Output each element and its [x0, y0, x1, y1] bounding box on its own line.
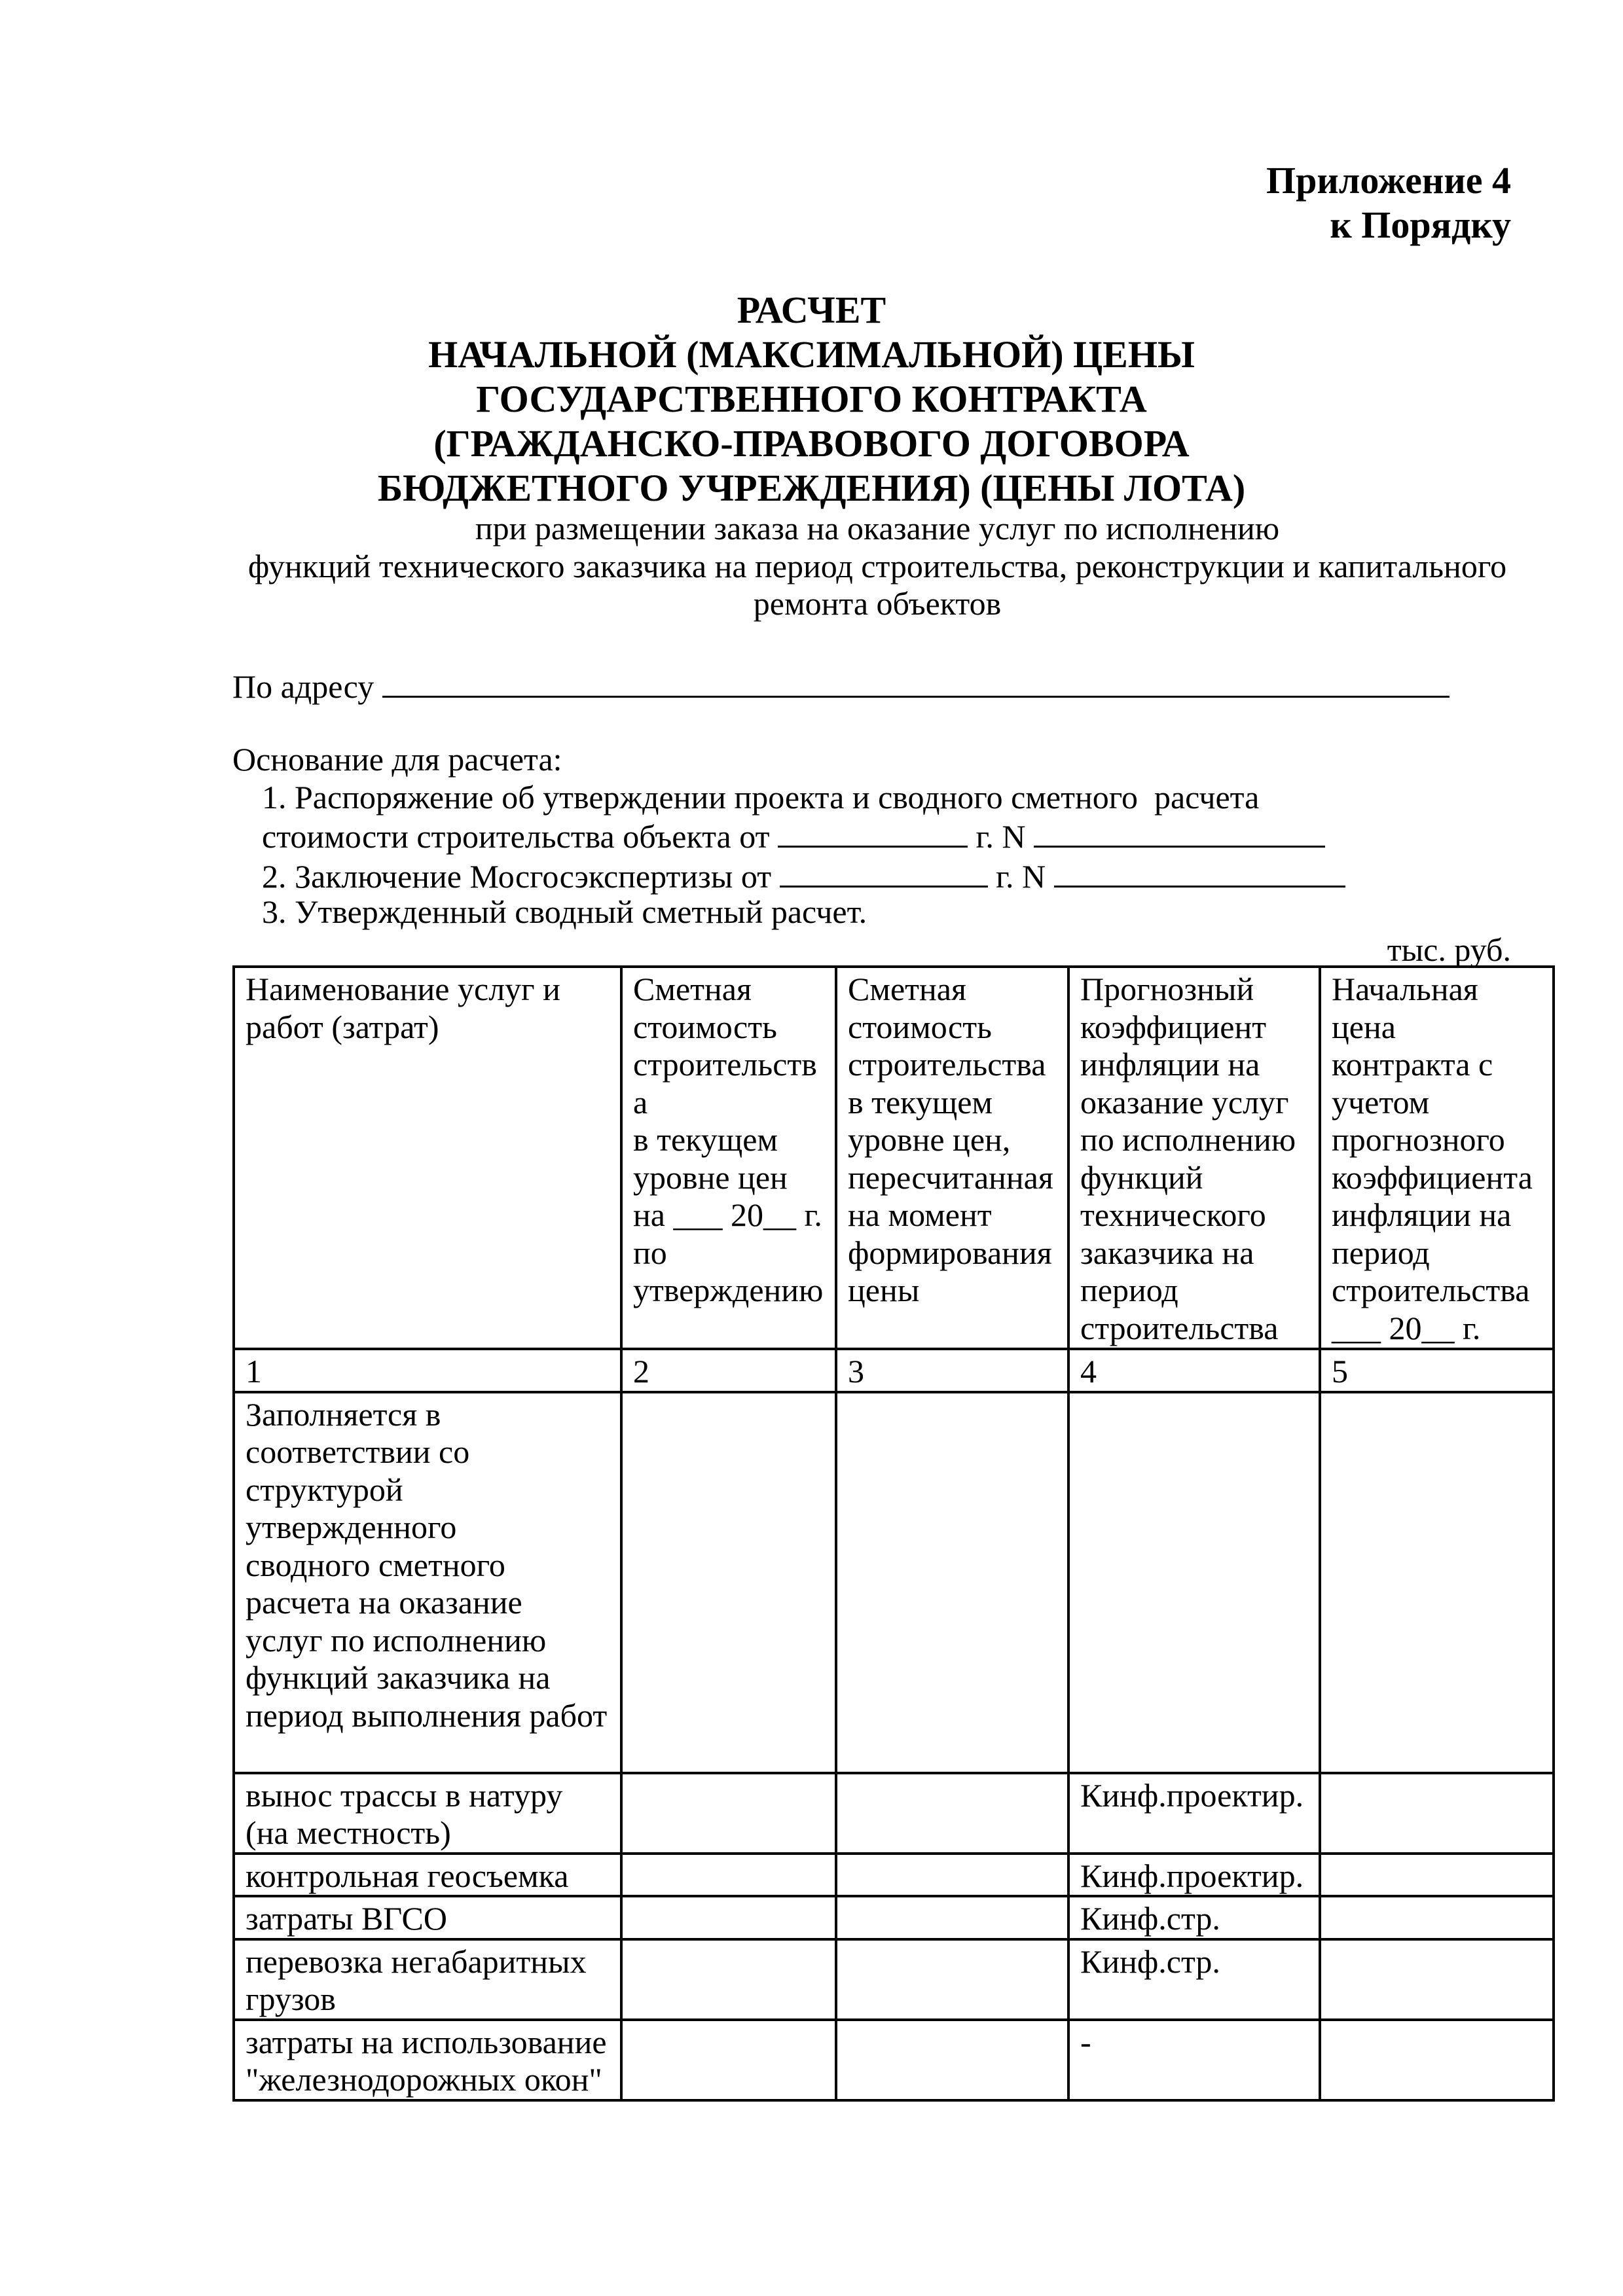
table-row	[234, 1939, 1554, 2020]
text-line: на момент	[848, 1196, 992, 1233]
address-field[interactable]	[382, 667, 1450, 698]
text-line: оказание услуг	[1080, 1083, 1289, 1121]
value-cell-c2[interactable]	[621, 1773, 836, 1854]
basis-item-1-text: стоимости строительства объекта от	[262, 818, 770, 855]
basis-item-2-text: 2. Заключение Мосгосэкспертизы от	[262, 858, 772, 895]
text-line: стоимость	[848, 1008, 992, 1045]
basis-item-1-cont	[262, 817, 1325, 856]
expertise-date-field[interactable]	[780, 857, 988, 888]
text-line: строительства	[848, 1046, 1046, 1083]
text-line: структурой	[246, 1471, 403, 1508]
service-name-cell	[234, 2020, 621, 2100]
text-line: Наименование услуг и	[246, 971, 560, 1007]
appendix-reference: к Порядку	[1330, 204, 1511, 246]
text-line: по	[633, 1234, 667, 1271]
header-cell	[1068, 967, 1320, 1349]
number-label: г. N	[996, 858, 1046, 895]
text-line: формирования	[848, 1234, 1052, 1271]
text-line: а	[633, 1083, 648, 1121]
appendix-number: Приложение 4	[1266, 159, 1511, 202]
column-number: 2	[621, 1349, 836, 1392]
value-cell-c4[interactable]: Кинф.стр.	[1068, 1896, 1320, 1939]
value-cell-c4[interactable]: -	[1068, 2020, 1320, 2100]
text-line: функций заказчика на	[246, 1659, 551, 1696]
text-line: "железнодорожных окон"	[246, 2061, 602, 2098]
basis-label: Основание для расчета:	[232, 741, 562, 778]
text-line: строительств	[633, 1046, 817, 1083]
table-row	[234, 1392, 1554, 1773]
text-line: в текущем	[633, 1121, 778, 1158]
column-number-row	[234, 1349, 1554, 1392]
text-line: утвержденного	[246, 1509, 457, 1545]
header-cell	[234, 967, 621, 1349]
service-name-cell	[234, 1773, 621, 1854]
value-cell-c2[interactable]	[621, 1939, 836, 2020]
value-cell-c5[interactable]	[1320, 2020, 1554, 2100]
value-cell-c4[interactable]: Кинф.проектир.	[1068, 1773, 1320, 1854]
table-row	[234, 2020, 1554, 2100]
basis-item-1: 1. Распоряжение об утверждении проекта и сводного сметного расчета	[262, 779, 1260, 816]
service-name-cell	[234, 1939, 621, 2020]
text-line: цены	[848, 1272, 920, 1308]
basis-item-3: 3. Утвержденный сводный сметный расчет.	[262, 893, 867, 930]
text-line: утверждению	[633, 1272, 824, 1308]
text-line: соответствии со	[246, 1433, 470, 1470]
text-line: контракта с	[1332, 1046, 1493, 1083]
document-title	[0, 288, 1623, 511]
text-line: функций технического заказчика на период строительства, реконструкции и капитального	[247, 547, 1507, 584]
text-line: стоимость	[633, 1008, 777, 1045]
value-cell-c3[interactable]	[836, 2020, 1068, 2100]
value-cell-c5[interactable]	[1320, 1854, 1554, 1897]
order-date-field[interactable]	[778, 817, 968, 848]
document-subtitle	[196, 510, 1558, 623]
value-cell-c3[interactable]	[836, 1773, 1068, 1854]
text-line: прогнозного	[1332, 1121, 1505, 1158]
text-line: Заполняется в	[246, 1395, 441, 1433]
value-cell-c5[interactable]	[1320, 1773, 1554, 1854]
order-number-field[interactable]	[1034, 817, 1325, 848]
column-number: 5	[1320, 1349, 1554, 1392]
text-line: уровне цен	[633, 1158, 788, 1196]
header-cell	[836, 967, 1068, 1349]
address-label: По адресу	[232, 668, 374, 705]
text-line: Начальная	[1332, 971, 1478, 1007]
text-line: РАСЧЕТ	[737, 289, 886, 331]
column-number: 3	[836, 1349, 1068, 1392]
text-line: услуг по исполнению	[246, 1621, 547, 1659]
service-name-cell	[234, 1392, 621, 1773]
text-line: уровне цен,	[848, 1121, 1011, 1158]
text-line: затраты на использование	[246, 2023, 607, 2060]
text-line: ___ 20__ г.	[1332, 1309, 1481, 1346]
text-line: работ (затрат)	[246, 1008, 439, 1045]
text-line: заказчика на	[1080, 1234, 1254, 1271]
text-line: строительства	[1080, 1309, 1279, 1346]
value-cell-c3[interactable]	[836, 1854, 1068, 1897]
text-line: сводного сметного	[246, 1546, 505, 1583]
value-cell-c2[interactable]	[621, 1896, 836, 1939]
text-line: Прогнозный	[1080, 971, 1254, 1007]
text-line: по исполнению	[1080, 1121, 1296, 1158]
text-line: затраты ВГСО	[246, 1900, 448, 1937]
address-line	[232, 667, 1450, 706]
text-line: расчета на оказание	[246, 1584, 522, 1621]
value-cell-c3[interactable]	[836, 1939, 1068, 2020]
price-calculation-table	[232, 965, 1555, 2102]
value-cell-c5[interactable]	[1320, 1392, 1554, 1773]
text-line: контрольная геосъемка	[246, 1857, 569, 1894]
value-cell-c5[interactable]	[1320, 1896, 1554, 1939]
text-line: цена	[1332, 1008, 1396, 1045]
header-cell	[1320, 967, 1554, 1349]
column-number: 4	[1068, 1349, 1320, 1392]
text-line: ремонта объектов	[753, 585, 1002, 622]
table-header-row	[234, 967, 1554, 1349]
text-line: Сметная	[848, 971, 966, 1007]
text-line: технического	[1080, 1196, 1266, 1233]
units-label: тыс. руб.	[1387, 931, 1511, 968]
text-line: пересчитанная	[848, 1158, 1053, 1196]
basis-item-2	[262, 857, 1345, 896]
value-cell-c5[interactable]	[1320, 1939, 1554, 2020]
text-line: Сметная	[633, 971, 752, 1007]
text-line: БЮДЖЕТНОГО УЧРЕЖДЕНИЯ) (ЦЕНЫ ЛОТА)	[377, 467, 1246, 509]
value-cell-c3[interactable]	[836, 1896, 1068, 1939]
service-name-cell	[234, 1896, 621, 1939]
text-line: период выполнения работ	[246, 1696, 608, 1734]
table-row	[234, 1773, 1554, 1854]
value-cell-c2[interactable]	[621, 2020, 836, 2100]
text-line: в текущем	[848, 1083, 993, 1121]
value-cell-c2[interactable]	[621, 1392, 836, 1773]
text-line: период	[1080, 1272, 1178, 1308]
text-line: вынос трассы в натуру	[246, 1776, 563, 1814]
number-label: г. N	[976, 818, 1026, 855]
table-row	[234, 1854, 1554, 1897]
text-line: на ___ 20__ г.	[633, 1196, 822, 1233]
service-name-cell	[234, 1854, 621, 1897]
value-cell-c4[interactable]: Кинф.проектир.	[1068, 1854, 1320, 1897]
value-cell-c4[interactable]	[1068, 1392, 1320, 1773]
header-cell	[621, 967, 836, 1349]
table-row	[234, 1896, 1554, 1939]
value-cell-c3[interactable]	[836, 1392, 1068, 1773]
text-line: перевозка негабаритных	[246, 1943, 587, 1980]
text-line: функций	[1080, 1158, 1203, 1196]
text-line: НАЧАЛЬНОЙ (МАКСИМАЛЬНОЙ) ЦЕНЫ	[428, 333, 1195, 376]
text-line: (на местность)	[246, 1814, 451, 1851]
value-cell-c4[interactable]: Кинф.стр.	[1068, 1939, 1320, 2020]
text-line: при размещении заказа на оказание услуг по исполнению	[475, 510, 1280, 547]
value-cell-c2[interactable]	[621, 1854, 836, 1897]
text-line: строительства	[1332, 1272, 1530, 1308]
text-line: инфляции на	[1080, 1046, 1260, 1083]
text-line: коэффициент	[1080, 1008, 1267, 1045]
text-line: учетом	[1332, 1083, 1430, 1121]
text-line: инфляции на	[1332, 1196, 1512, 1233]
text-line: (ГРАЖДАНСКО-ПРАВОВОГО ДОГОВОРА	[433, 422, 1190, 465]
text-line: ГОСУДАРСТВЕННОГО КОНТРАКТА	[476, 378, 1147, 420]
column-number: 1	[234, 1349, 621, 1392]
text-line: период	[1332, 1234, 1430, 1271]
text-line: грузов	[246, 1981, 336, 2017]
expertise-number-field[interactable]	[1054, 857, 1345, 888]
text-line: коэффициента	[1332, 1158, 1533, 1196]
